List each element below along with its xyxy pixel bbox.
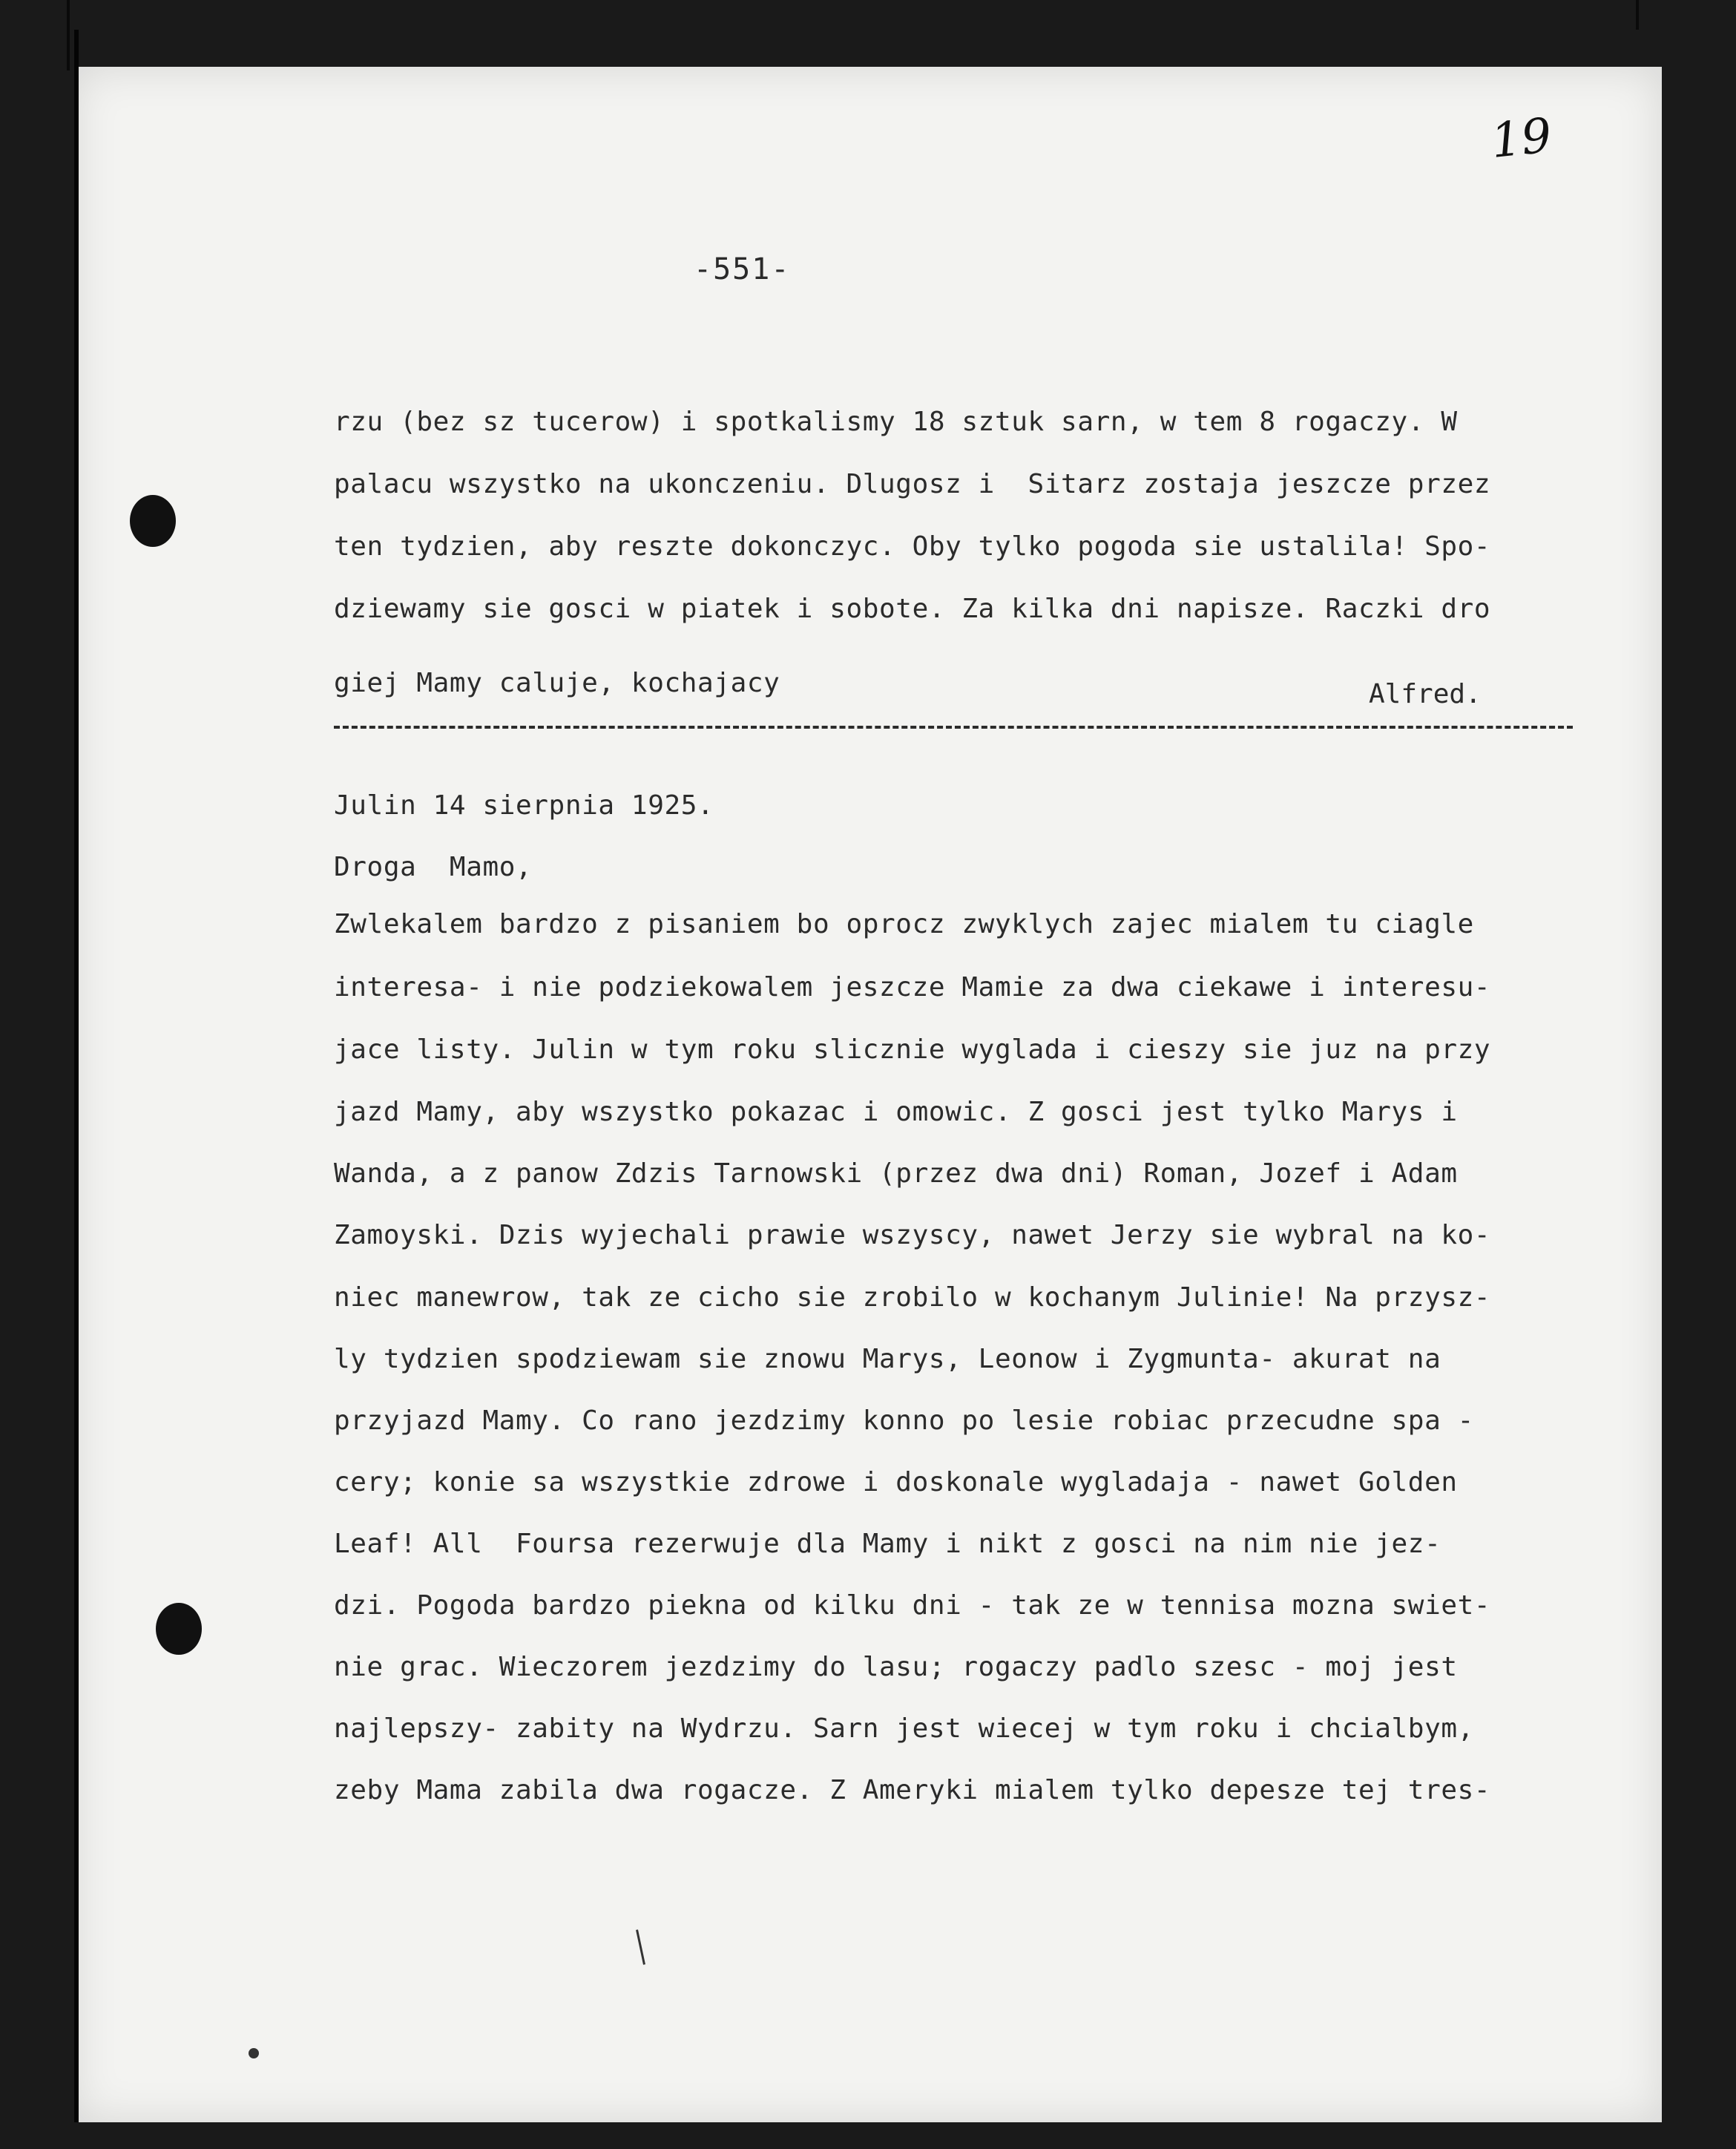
paper-left-edge [74, 30, 79, 2122]
text-line: palacu wszystko na ukonczeniu. Dlugosz i Sitarz zostaja jeszcze przez [334, 469, 1491, 499]
text-line: zeby Mama zabila dwa rogacze. Z Ameryki mialem tylko depesze tej tres- [334, 1775, 1491, 1805]
text-line: niec manewrow, tak ze cicho sie zrobilo w kochanym Julinie! Na przysz- [334, 1282, 1491, 1313]
text-line: Zwlekalem bardzo z pisaniem bo oprocz zwyklych zajec mialem tu ciagle [334, 909, 1474, 939]
text-line: cery; konie sa wszystkie zdrowe i doskonale wygladaja - nawet Golden [334, 1467, 1458, 1497]
paper-sheet [74, 67, 1662, 2122]
text-line: przyjazd Mamy. Co rano jezdzimy konno po lesie robiac przecudne spa - [334, 1405, 1474, 1436]
frame-top-left [67, 0, 70, 70]
text-line: ten tydzien, aby reszte dokonczyc. Oby tylko pogoda sie ustalila! Spo- [334, 531, 1491, 562]
text-line: Zamoyski. Dzis wyjechali prawie wszyscy, nawet Jerzy sie wybral na ko- [334, 1220, 1491, 1250]
dateline: Julin 14 sierpnia 1925. [334, 790, 714, 821]
text-line: dzi. Pogoda bardzo piekna od kilku dni - tak ze w tennisa mozna swiet- [334, 1590, 1491, 1621]
text-line: jace listy. Julin w tym roku slicznie wyglada i cieszy sie juz na przy [334, 1034, 1491, 1065]
text-line: najlepszy- zabity na Wydrzu. Sarn jest wiecej w tym roku i chcialbym, [334, 1713, 1474, 1744]
dashed-separator [334, 726, 1573, 729]
text-line: Leaf! All Foursa rezerwuje dla Mamy i nikt z gosci na nim nie jez- [334, 1529, 1441, 1559]
signature: Alfred. [1369, 679, 1482, 709]
handwritten-folio-number: 19 [1488, 108, 1555, 170]
text-line: dziewamy sie gosci w piatek i sobote. Za kilka dni napisze. Raczki dro [334, 594, 1491, 624]
text-line: giej Mamy caluje, kochajacy [334, 668, 780, 698]
punch-hole-bottom [156, 1603, 202, 1655]
text-line: jazd Mamy, aby wszystko pokazac i omowic. Z gosci jest tylko Marys i [334, 1097, 1458, 1127]
scan-mark [249, 2048, 259, 2058]
text-line: ly tydzien spodziewam sie znowu Marys, Leonow i Zygmunta- akurat na [334, 1344, 1441, 1374]
punch-hole-top [130, 495, 176, 547]
text-line: Wanda, a z panow Zdzis Tarnowski (przez dwa dni) Roman, Jozef i Adam [334, 1158, 1458, 1189]
page-number: -551- [694, 252, 791, 286]
text-line: nie grac. Wieczorem jezdzimy do lasu; rogaczy padlo szesc - moj jest [334, 1652, 1458, 1682]
text-line: rzu (bez sz tucerow) i spotkalismy 18 sztuk sarn, w tem 8 rogaczy. W [334, 407, 1458, 437]
salutation: Droga Mamo, [334, 852, 533, 882]
frame-top-right [1636, 0, 1639, 30]
text-line: interesa- i nie podziekowalem jeszcze Mamie za dwa ciekawe i interesu- [334, 972, 1491, 1003]
